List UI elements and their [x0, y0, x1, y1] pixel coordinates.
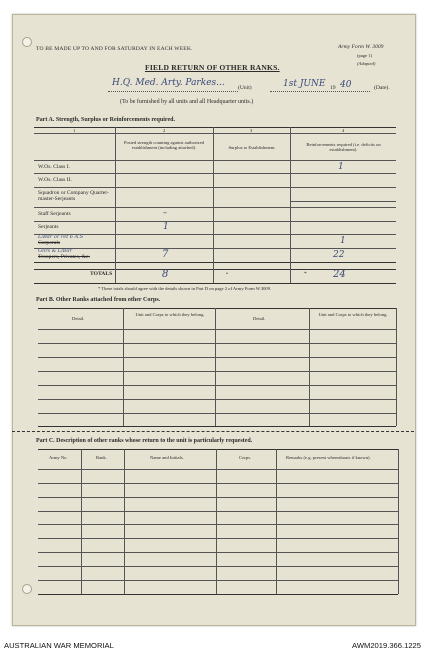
col-header-surplus: Surplus to Establishment. — [228, 145, 276, 150]
perforation-line — [12, 431, 414, 432]
weekly-notice: TO BE MADE UP TO AND FOR SATURDAY IN EACH WEEK. — [36, 46, 193, 52]
row-label-corporals: Corporals — [38, 240, 61, 246]
part-c-col-name: Name and Initials. — [150, 455, 184, 460]
archive-accession-number: AWM2019.366.1225 — [352, 641, 421, 650]
date-line — [270, 91, 370, 92]
part-b-heading: Part B. Other Ranks attached from other Corps. — [36, 297, 161, 303]
part-c-col-remarks: Remarks (e.g. present whereabouts if known). — [286, 455, 371, 460]
part-b-col-detail-1: Detail. — [72, 316, 85, 321]
part-a-footnote: * These totals should agree with the details shown in Part D on page 2 of Army Form W.3009. — [98, 286, 272, 291]
col-header-posted-strength: Posted strength counting against authorized establishment (including attached). — [123, 140, 205, 151]
form-reference: Army Form W. 3009 — [338, 44, 384, 50]
totals-reinforcements: 24 — [333, 269, 346, 280]
totals-reinf-mark: * — [304, 271, 307, 277]
troopers-strength: 7 — [162, 249, 169, 260]
totals-strength: 8 — [162, 269, 169, 280]
col-header-reinforcements: Reinforcements required (i.e. deficits on establishment). — [306, 142, 381, 153]
form-title: FIELD RETURN OF OTHER RANKS. — [145, 63, 280, 72]
adapted-note: (Adapted) — [357, 61, 376, 66]
archive-caption-bar — [0, 640, 425, 653]
part-c-col-army-no: Army No. — [49, 455, 68, 460]
part-c-col-rank: Rank. — [96, 455, 107, 460]
unit-line — [108, 91, 238, 92]
staff-serjeants-dash: – — [163, 208, 167, 217]
punch-hole — [22, 37, 32, 47]
part-b-col-unit-2: Unit and Corps to which they belong. — [318, 312, 388, 317]
part-a-heading: Part A. Strength, Surplus or Reinforcements required. — [36, 117, 175, 123]
part-c-heading: Part C. Description of other ranks whose return to the unit is particularly requested. — [36, 438, 253, 444]
part-b-col-detail-2: Detail. — [253, 316, 266, 321]
unit-handwritten: H.Q. Med. Arty. Parkes... — [112, 78, 225, 88]
wo1-reinforcements: 1 — [338, 162, 344, 172]
col-number-4: 4 — [342, 128, 345, 133]
part-c-col-corps: Corps. — [239, 455, 252, 460]
row-label-cqms: Squadron or Company Quarter-master-Serjeants — [38, 190, 109, 203]
page-reference: (page 1) — [357, 53, 373, 58]
corporals-handnote: L/Bdr or ret 6 A.S — [38, 234, 84, 240]
totals-surplus-mark: • — [226, 271, 228, 277]
date-label: (Date). — [374, 85, 390, 91]
archive-name: AUSTRALIAN WAR MEMORIAL — [4, 641, 114, 650]
unit-label: (Unit) — [238, 85, 252, 91]
col-number-2: 2 — [163, 128, 166, 133]
row-label-wo2: W.Os. Class II. — [38, 177, 72, 183]
row-label-serjeants: Serjeants — [38, 224, 59, 230]
furnished-note: (To be furnished by all units and all Headquarter units.) — [120, 99, 254, 105]
date-handwritten: 1st JUNE — [283, 79, 326, 89]
year-prefix: 19 — [330, 85, 336, 91]
corporals-reinforcements: 1 — [340, 236, 346, 246]
row-label-wo1: W.Os. Class I. — [38, 164, 70, 170]
serjeants-strength: 1 — [163, 222, 169, 232]
troopers-reinforcements: 22 — [333, 250, 345, 260]
row-label-staff-serjeants: Staff Serjeants — [38, 211, 71, 217]
row-label-troopers: Troopers, Privates, &c. — [38, 254, 90, 260]
troopers-handnote: Gnrs & L/Bdr — [38, 248, 73, 254]
col-number-1: 1 — [73, 128, 76, 133]
totals-label: TOTALS — [90, 271, 113, 277]
part-b-col-unit-1: Unit and Corps to which they belong. — [135, 312, 205, 317]
year-handwritten: 40 — [340, 80, 352, 90]
punch-hole — [22, 584, 32, 594]
col-number-3: 3 — [250, 128, 253, 133]
